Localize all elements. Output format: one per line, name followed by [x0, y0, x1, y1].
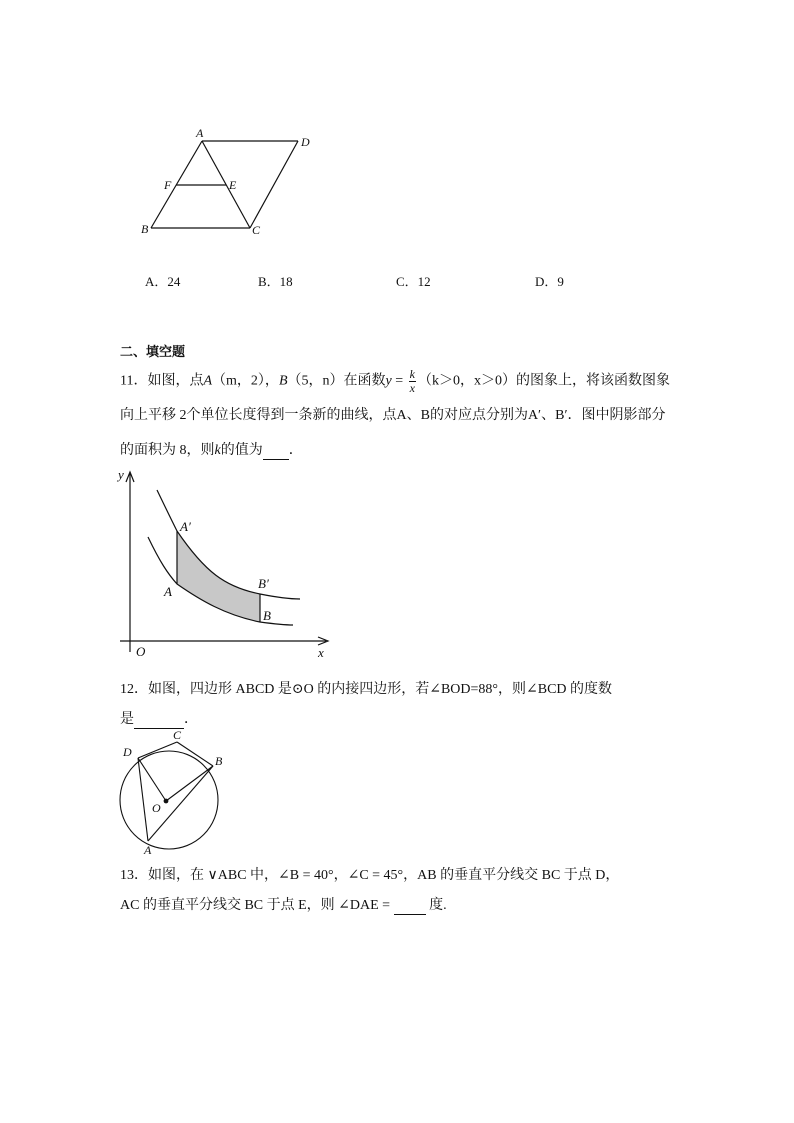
q11-frac-den: x — [409, 381, 415, 395]
q12-line2 — [120, 708, 198, 729]
q11-line3-a: 的面积为 8，则 — [120, 443, 215, 458]
q11-line3-end: ． — [288, 443, 303, 458]
q11-condition: （k＞0，x＞0）的图象上，将该函数图象 — [417, 373, 670, 389]
choice-d — [535, 271, 564, 290]
choice-d-letter: D． — [535, 274, 558, 289]
q11-line2: 向上平移 2个单位长度得到一条新的曲线，点A、B的对应点分别为A′、B′．图中阴影部分 — [120, 408, 666, 423]
section-title: 二、填空题 — [120, 344, 186, 359]
label-b: B — [141, 222, 149, 236]
q13-line1: 13．如图，在 ∨ABC 中，∠B = 40°，∠C = 45°，AB 的垂直平分线交 BC 于点 D， — [120, 868, 620, 883]
q13-line2-a: AC 的垂直平分线交 BC 于点 E，则 ∠DAE = — [120, 898, 394, 913]
q11-coord-a: （m，2）， — [212, 373, 279, 389]
choice-b-letter: B． — [258, 274, 280, 289]
segment-dc — [138, 742, 177, 758]
label-a: A — [164, 584, 172, 599]
label-x: x — [318, 645, 324, 660]
label-a-prime: A′ — [180, 519, 191, 534]
label-e: E — [229, 178, 237, 192]
label-f: F — [164, 178, 172, 192]
choice-b-value: 18 — [279, 274, 293, 289]
label-a: A — [144, 843, 152, 856]
label-b: B — [263, 608, 271, 623]
q11-point-b: B — [278, 373, 288, 389]
segment-cb — [177, 742, 213, 766]
label-o: O — [136, 644, 146, 659]
curve-figure — [110, 462, 340, 662]
q12-line2-end: ． — [184, 712, 198, 727]
q13-line2 — [120, 894, 447, 915]
q11-func-y: y — [385, 373, 392, 389]
q11-text: 如图，点 — [147, 373, 204, 389]
q13-line2-end: 度. — [425, 898, 447, 913]
segment-dc — [250, 141, 298, 228]
q11-line3 — [120, 439, 303, 460]
q11-fraction — [409, 368, 416, 395]
q11-line3-b: 的值为 — [220, 443, 263, 458]
q11-answer-blank[interactable] — [263, 443, 289, 460]
q12-line1: 12．如图，四边形 ABCD 是⊙O 的内接四边形，若∠BOD=88°，则∠BCD 的度数 — [120, 682, 613, 697]
choice-a — [145, 271, 180, 290]
circle-figure — [110, 728, 230, 856]
parallelogram-figure — [130, 122, 330, 242]
choice-d-value: 9 — [557, 274, 564, 289]
choice-c-letter: C． — [396, 274, 418, 289]
label-c: C — [173, 728, 182, 742]
choice-a-value: 24 — [167, 274, 181, 289]
q11-k: k — [214, 443, 221, 458]
segment-bo — [166, 766, 213, 801]
choice-a-letter: A． — [145, 274, 168, 289]
label-d: D — [301, 135, 310, 149]
label-d: D — [123, 745, 132, 759]
q11-line1 — [120, 368, 670, 395]
q12-line2-a: 是 — [120, 712, 134, 727]
q13-answer-blank[interactable] — [394, 898, 426, 915]
q11-coord-b: （5，n）在函数 — [287, 373, 386, 389]
q11-eq: = — [391, 373, 407, 389]
label-a: A — [196, 126, 204, 140]
choice-b — [258, 271, 293, 290]
q12-answer-blank[interactable] — [134, 712, 184, 729]
center-dot — [164, 799, 169, 804]
q11-frac-num: k — [409, 367, 415, 381]
label-b: B — [215, 754, 223, 768]
label-c: C — [252, 223, 261, 237]
q11-number: 11． — [120, 373, 148, 389]
circle-o — [120, 751, 218, 849]
choice-c — [396, 271, 431, 290]
label-y: y — [118, 467, 124, 482]
label-o: O — [152, 801, 161, 815]
q11-point-a: A — [203, 373, 213, 389]
choice-c-value: 12 — [417, 274, 431, 289]
label-b-prime: B′ — [258, 576, 269, 591]
